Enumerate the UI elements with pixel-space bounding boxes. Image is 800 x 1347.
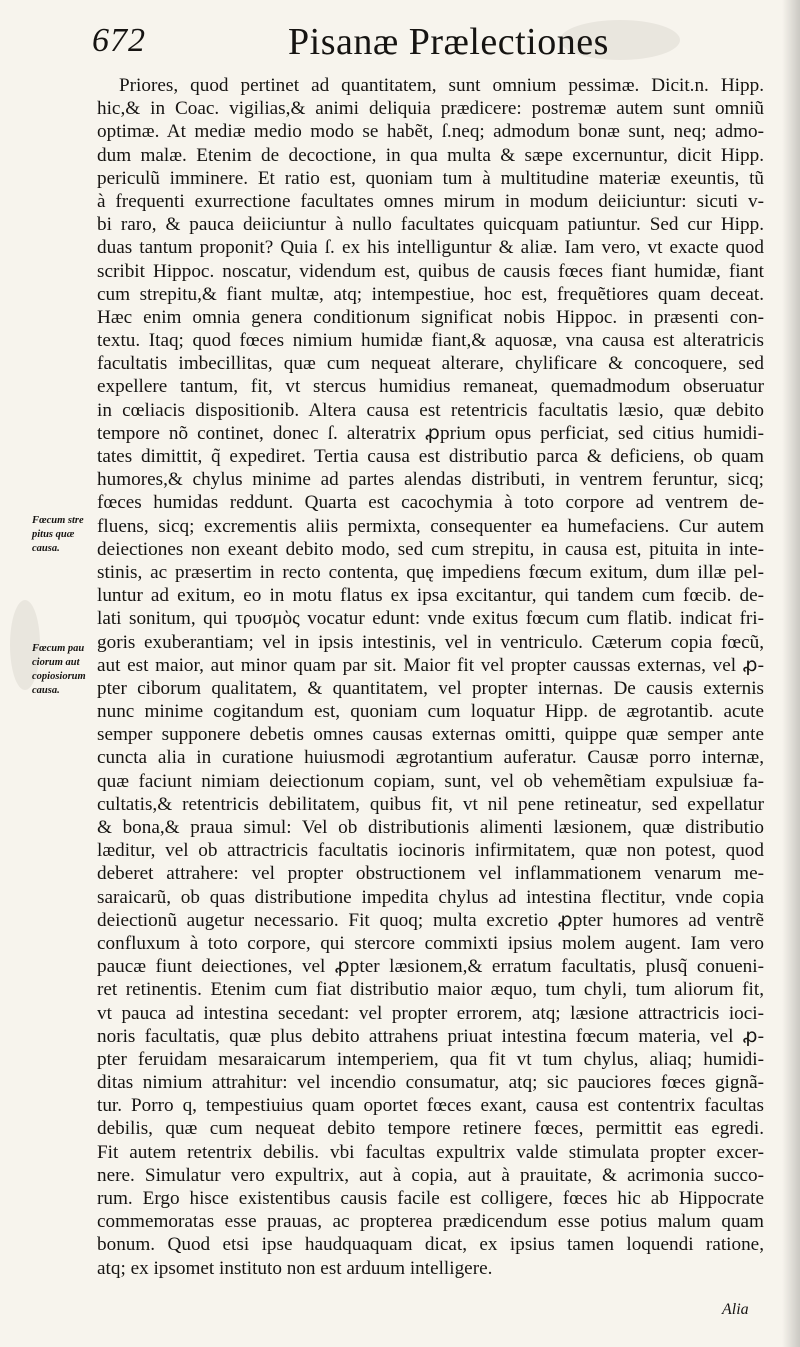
margin-note-line: pitus quæ (32, 529, 75, 540)
text-line: paucæ fiunt deiectiones, vel ꝓpter læsionem,& erratum facultatis, plusq̃ conueni- (97, 956, 764, 978)
text-line: cum strepitu,& fiant multæ, atq; intempestiue, hoc est, frequẽtiores quam deceat. (97, 283, 764, 305)
text-line: ditas nimium attrahitur: vel incendio consumatur, atq; sic pauciores fœces gignã- (97, 1072, 764, 1094)
text-line: noris facultatis, quæ plus debito attrahens priuat intestina fœcum materia, vel ꝓ- (97, 1025, 764, 1047)
text-line: luntur ad exitum, eo in motu flatus ex ipsa excitantur, qui tandem cum fœcib. de- (97, 585, 764, 607)
text-line: tur. Porro q, tempestiuius quam oportet fœces exant, causa est contentrix facultas (97, 1095, 764, 1117)
text-line: Priores, quod pertinet ad quantitatem, sunt omnium pessimæ. Dicit.n. Hipp. (119, 75, 764, 96)
text-line: fœces humidas reddunt. Quarta est cacochymia à toto corpore ad ventrem de- (97, 492, 764, 514)
text-line: facultatis imbecillitas, quæ cum nequeat alterare, chylificare & concoquere, sed (97, 353, 764, 375)
text-line: scribit Hippoc. noscatur, videndum est, quibus de causis fœces fiant humidæ, fiant (97, 260, 764, 282)
text-line: cultatis,& retentricis debilitatem, quibus fit, vt nil pene retineatur, sed expellatur (97, 793, 764, 815)
text-line: ret retinentis. Etenim cum fiat distributio maior æquo, tum chyli, tum aliorum fit, (97, 979, 764, 1001)
text-line: à frequenti exurrectione facultates omnes mirum in modum deiiciuntur: sicuti v- (97, 190, 764, 212)
margin-note-line: Fœcum pau (32, 643, 85, 654)
margin-note-line: causa. (32, 543, 60, 554)
text-line: nunc minime cogitandum est, quoniam cum loquatur Hipp. de ægrotantib. acute (97, 701, 764, 723)
text-line: Fit autem retentrix debilis. vbi facultas expultrix valde stimulata propter excer- (97, 1141, 764, 1163)
text-line: in cœliacis dispositionib. Altera causa est retentricis facultatis læsio, quæ debito (97, 399, 764, 421)
text-line: periculũ imminere. Et ratio est, quoniam tum à multitudine materiæ exeuntis, tũ (97, 167, 764, 189)
text-line: bi raro, & pauca deiiciuntur à nullo facultates quicquam patiuntur. Sed cur Hipp. (97, 214, 764, 236)
text-line: lati sonitum, qui τρυσμὸς vocatur edunt: vnde exitus fœcum cum flatib. indicat fri- (97, 608, 764, 630)
margin-note-line: Fœcum stre (32, 515, 84, 526)
margin-note-strepitus (32, 514, 94, 556)
text-line: tempore nõ continet, donec ſ. alteratrix ꝓprium opus perficiat, sed citius humidi- (97, 422, 764, 444)
margin-note-copia (32, 642, 94, 698)
text-line: cuncta alia in curatione huiusmodi ægrotantium auferatur. Causæ porro internæ, (97, 747, 764, 769)
text-line: confluxum à toto corpore, qui stercore commixti ipsius molem augent. Iam vero (97, 932, 764, 954)
text-line: hic,& in Coac. vigilias,& animi deliquia prædicere: postremæ autem sunt omniũ (97, 98, 764, 120)
text-line: deberet attrahere: vel propter obstructionem vel inflammationem venarum me- (97, 863, 764, 885)
text-line: tates dimittit, q̃ expediret. Tertia causa est distributio parca & deficiens, ob quam (97, 446, 764, 467)
text-line: stinis, ac præsertim in recto contenta, quę impediens fœcum exitum, dum illæ pel- (97, 561, 764, 583)
text-line: fluens, sicq; excrementis aliis permixta, consequenter ea humefaciens. Cur autem (97, 515, 764, 537)
running-title: Pisanæ Prælectiones (288, 21, 609, 63)
margin-note-line: copiosiorum (32, 671, 86, 682)
text-line: Hæc enim omnia genera conditionum significat nobis Hippoc. in præsenti con- (97, 306, 764, 328)
text-line: læditur, vel ob attractricis facultatis iocinoris infirmitatem, quæ non potest, quod (97, 840, 764, 862)
text-line: quæ faciunt nimiam deiectionum copiam, sunt, vel ob vehemẽtiam expulsiuæ fa- (97, 770, 764, 792)
margin-note-line: causa. (32, 685, 60, 696)
text-line: pter feruidam mesaraicarum intemperiem, qua fit vt tum chylus, aliaq; humidi- (97, 1048, 764, 1070)
text-line: expellere tantum, fit, vt stercus humidius remaneat, quemadmodum obseruatur (97, 376, 764, 398)
text-line: dum malæ. Etenim de decoctione, in qua multa & sæpe excernuntur, dicit Hipp. (97, 144, 764, 166)
text-line: & bona,& praua simul: Vel ob distributionis alimenti læsionem, quæ distributio (97, 817, 764, 838)
text-line: bonum. Quod etsi ipse haudquaquam dicat, ex ipsius tamen loquendi ratione, (97, 1234, 764, 1256)
catchword: Alia (722, 1301, 749, 1318)
text-line: textu. Itaq; quod fœces nimium humidæ fiant,& aquosæ, vna causa est alteratricis (97, 330, 764, 352)
text-line: humores,& chylus minime ad partes alendas distributi, in ventrem feruntur, sicq; (97, 469, 764, 491)
text-line: deiectionũ augetur necessario. Fit quoq; multa excretio ꝓpter humores ad ventrẽ (97, 909, 764, 931)
body-text (97, 74, 764, 1280)
page-header (92, 18, 752, 68)
text-line: nere. Simulatur vero expultrix, aut à copia, aut à prauitate, & acrimonia succo- (97, 1164, 764, 1186)
page-number: 672 (92, 22, 146, 59)
text-line: semper supponere debetis omnes causas externas omitti, quippe quæ semper ante (97, 724, 764, 746)
text-line: commemoratas esse prauas, ac propterea prædicendum esse potius malum quam (97, 1211, 764, 1233)
margin-note-line: ciorum aut (32, 657, 80, 668)
text-line: goris exuberantiam; vel in ipsis intestinis, vel in ventriculo. Cæterum copia fœcũ, (97, 631, 764, 653)
text-line: optimæ. At mediæ medio modo se habẽt, ſ.neq; admodum bonæ sunt, neq; admo- (97, 121, 764, 143)
text-line: saraicarũ, ob quas distributione impedita chylus ad intestina flectitur, vnde copia (97, 886, 764, 908)
text-line: duas tantum proponit? Quia ſ. ex his intelliguntur & aliæ. Iam vero, vt exacte quod (97, 237, 764, 259)
text-line: debilis, quæ cum nequeat debito tempore retinere fœces, permittit eas egredi. (97, 1118, 764, 1140)
text-line: vt pauca ad intestina secedant: vel propter errorem, atq; læsione attractricis ioci- (97, 1002, 764, 1024)
text-line: deiectiones non exeant debito modo, sed cum strepitu, in causa est, pituita in inte- (97, 538, 764, 560)
text-line: aut est maior, aut minor quam par sit. Maior fit vel propter caussas externas, vel ꝓ- (97, 654, 764, 676)
text-line: pter ciborum qualitatem, & quantitatem, vel propter internas. De causis externis (97, 677, 764, 699)
text-line: atq; ex ipsomet instituto non est arduum intelligere. (97, 1257, 493, 1279)
text-line: rum. Ergo hisce existentibus causis facile est colligere, fœces hic ab Hippocrate (97, 1188, 764, 1209)
